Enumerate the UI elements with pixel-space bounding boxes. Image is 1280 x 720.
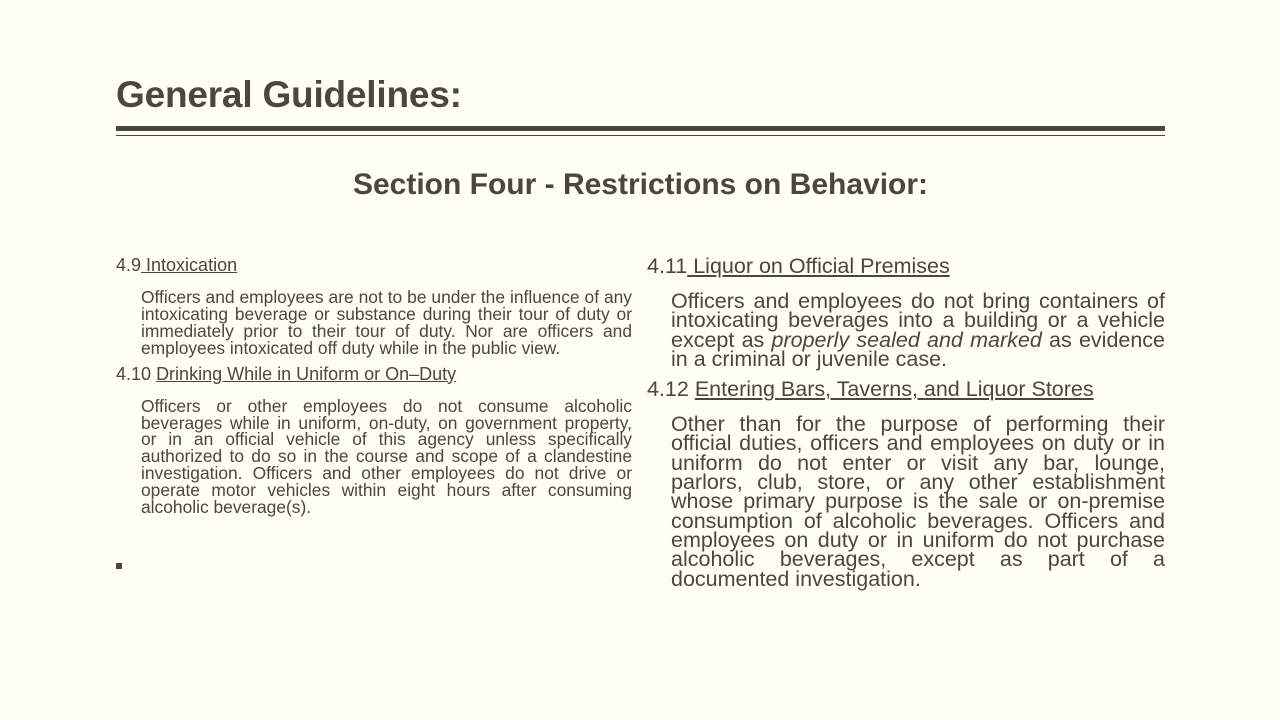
item-title: Entering Bars, Taverns, and Liquor Stores: [694, 377, 1094, 402]
slide-title: General Guidelines:: [116, 74, 462, 115]
item-number: 4.9: [116, 255, 142, 275]
item-body-text: as evidence in a criminal or juvenile case.: [671, 327, 1166, 371]
right-column: [647, 254, 1165, 589]
item-heading-4-9: [116, 254, 632, 276]
item-title: Drinking While in Uniform or On–Duty: [156, 363, 457, 384]
item-title: Liquor on Official Premises: [687, 254, 950, 278]
item-body-text: Officers and employees do not bring containers of intoxicating beverages into a building or a vehicle except as: [671, 289, 1165, 352]
item-body-4-9: Officers and employees are not to be under the influence of any intoxicating beverage or substance during their tour of duty or immediately prior to their tour of duty. Nor are officers and employees intoxicated off duty while in the public view.: [141, 287, 632, 358]
bullet-marker: [116, 563, 122, 569]
item-body-emphasis: properly sealed and marked: [771, 327, 1042, 352]
title-divider-thin: [116, 135, 1165, 136]
section-heading: Section Four - Restrictions on Behavior:: [352, 168, 929, 201]
item-body-4-10: Officers or other employees do not consume alcoholic beverages while in uniform, on-duty, on government property, or in an official vehicle of this agency unless specifically authorized to do so in the course and scope of a clandestine investigation. Officers and other employees do not drive or operate motor vehicles within eight hours after consuming alcoholic beverage(s).: [141, 395, 632, 518]
left-column: [116, 254, 632, 516]
item-heading-4-12: [647, 377, 1165, 401]
item-number: 4.11: [647, 254, 688, 278]
title-divider-thick: [116, 126, 1165, 131]
item-title: Intoxication: [141, 255, 238, 275]
item-body-4-12: Other than for the purpose of performing their official duties, officers and employees on duty or in uniform do not enter or visit any bar, lounge, parlors, club, store, or any other establishment whose primary purpose is the sale or on-premise consumption of alcoholic beverages. Officers and employees on duty or in uniform do not purchase alcoholic beverages, except as part of a documented investigation.: [671, 412, 1165, 591]
item-body-4-11: [671, 289, 1166, 371]
item-number: 4.10: [116, 363, 152, 384]
item-number: 4.12: [647, 377, 689, 402]
item-heading-4-10: [116, 363, 632, 385]
item-heading-4-11: [647, 254, 1165, 278]
